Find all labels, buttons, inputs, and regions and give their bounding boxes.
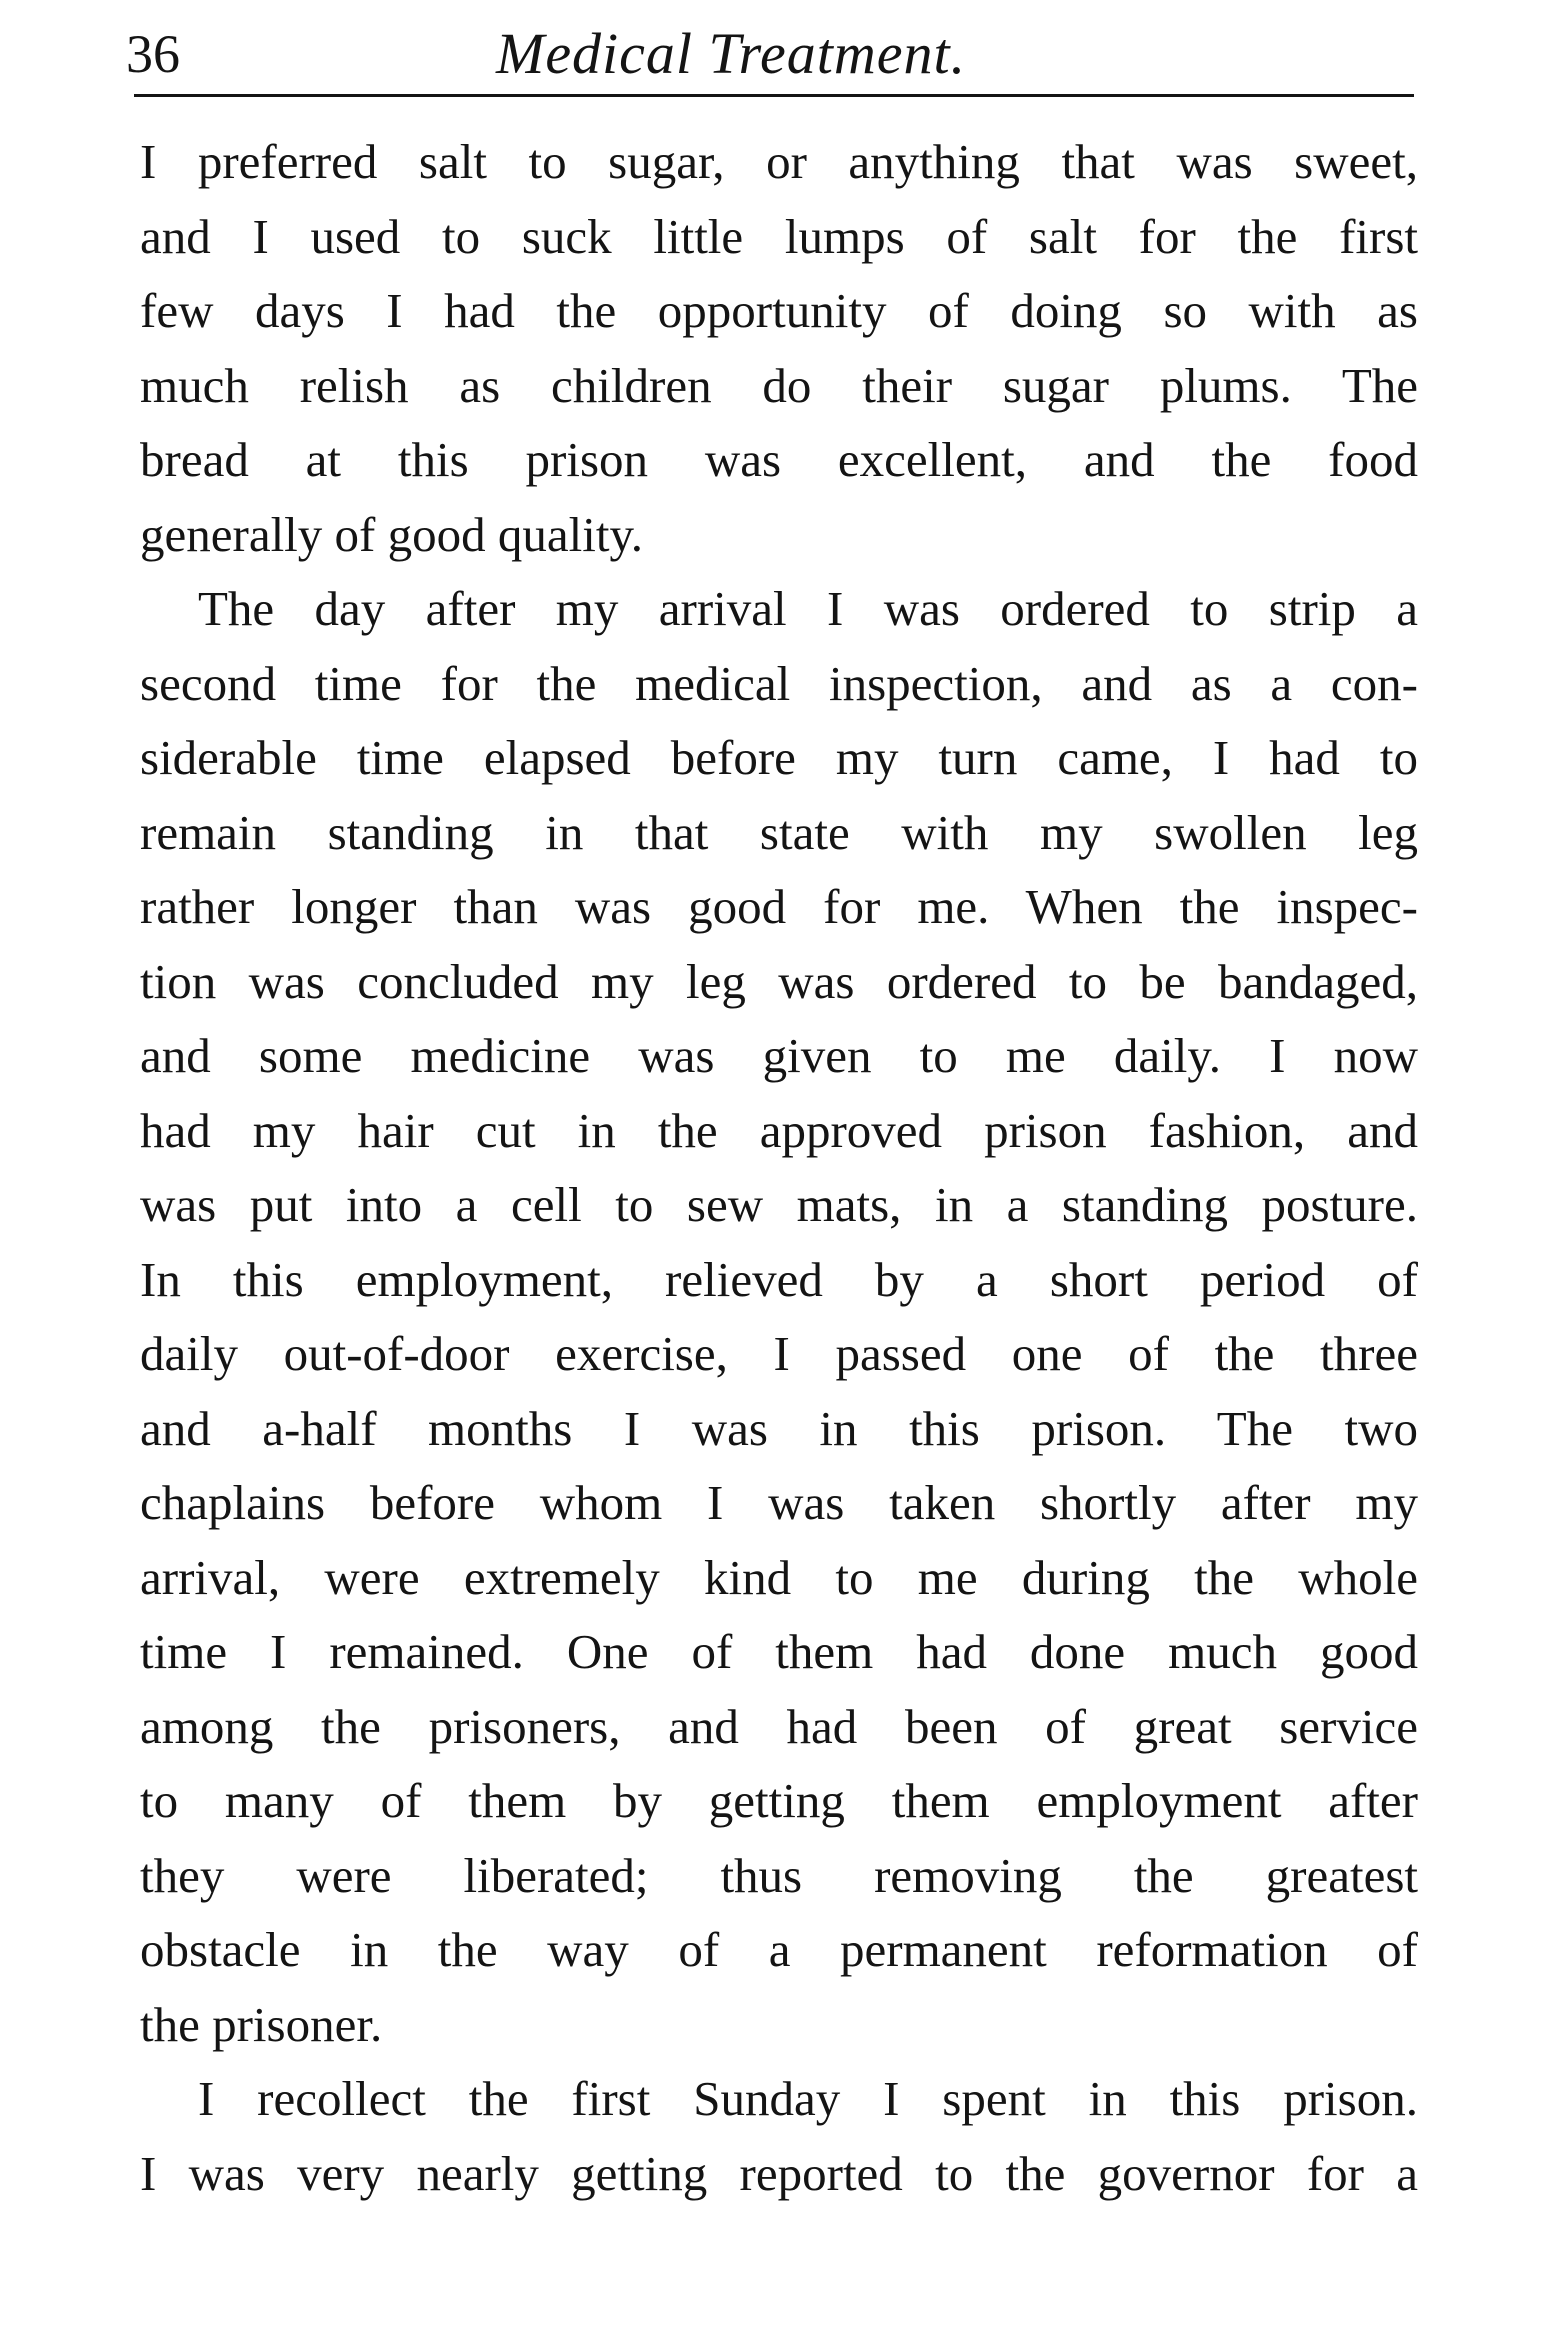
header-rule	[134, 94, 1414, 97]
text-line: I recollect the first Sunday I spent in this prison.	[198, 2071, 1418, 2126]
running-title: Medical Treatment.	[496, 21, 967, 86]
text-line: and I used to suck little lumps of salt for the first	[140, 208, 1418, 264]
text-line: few days I had the opportunity of doing so with as	[140, 283, 1418, 338]
text-line: bread at this prison was excellent, and the food	[140, 432, 1418, 487]
text-line: arrival, were extremely kind to me during the whole	[140, 1549, 1418, 1605]
text-line: rather longer than was good for me. When the inspec-	[140, 879, 1418, 934]
page-header	[126, 14, 1416, 94]
text-line: and some medicine was given to me daily. I now	[140, 1028, 1418, 1083]
text-line: was put into a cell to sew mats, in a standing posture.	[140, 1177, 1418, 1232]
text-line: I was very nearly getting reported to the governor for a	[140, 2145, 1418, 2201]
text-line: much relish as children do their sugar plums. The	[140, 357, 1418, 413]
text-line: chaplains before whom I was taken shortly after my	[140, 1475, 1418, 1530]
text-line: the prisoner.	[140, 1996, 383, 2052]
text-line: and a-half months I was in this prison. The two	[140, 1400, 1418, 1456]
text-line: second time for the medical inspection, and as a con-	[140, 655, 1418, 711]
text-line: I preferred salt to sugar, or anything that was sweet,	[140, 134, 1418, 189]
page-number: 36	[126, 24, 180, 84]
text-line: they were liberated; thus removing the greatest	[140, 1847, 1418, 1903]
text-line: tion was concluded my leg was ordered to be bandaged,	[140, 953, 1418, 1009]
text-line: among the prisoners, and had been of great service	[140, 1698, 1418, 1754]
text-line: had my hair cut in the approved prison fashion, and	[140, 1102, 1418, 1158]
body-text	[140, 125, 1418, 2211]
text-line: obstacle in the way of a permanent reformation of	[140, 1922, 1418, 1977]
text-line: to many of them by getting them employment after	[140, 1773, 1418, 1828]
text-line: generally of good quality.	[140, 506, 644, 562]
text-line: The day after my arrival I was ordered to strip a	[198, 581, 1418, 636]
text-line: remain standing in that state with my swollen leg	[140, 804, 1418, 860]
text-line: time I remained. One of them had done much good	[140, 1624, 1418, 1679]
text-line: daily out-of-door exercise, I passed one of the three	[140, 1326, 1418, 1381]
text-line: siderable time elapsed before my turn came, I had to	[140, 730, 1418, 785]
text-line: In this employment, relieved by a short period of	[140, 1251, 1418, 1307]
